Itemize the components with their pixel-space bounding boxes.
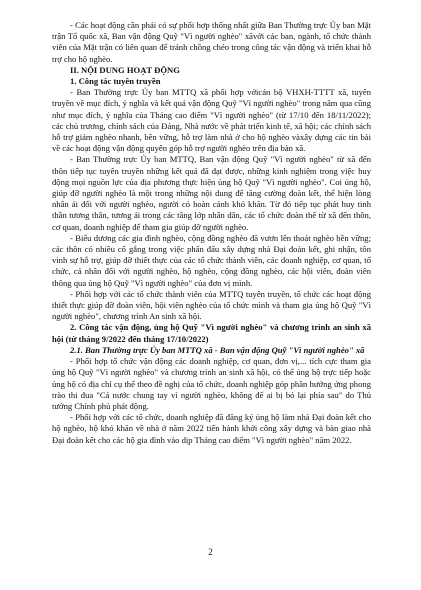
heading-section-ii: II. NỘI DUNG HOẠT ĐỘNG bbox=[70, 64, 180, 75]
paragraph-intro: - Các hoạt động cần phải có sự phối hợp thống nhất giữa Ban Thường trực Ủy ban Mặt trận Tổ quốc xã, Ban vận động Quỹ "Vì người nghèo" xãvới các ban, ngành, tổ chức thành viên của Mặt trận có liên quan để tránh chồng chéo trong công tác vận động và triển khai hỗ trợ cho hộ nghèo. bbox=[52, 20, 371, 64]
heading-section-2: 2. Công tác vận động, ủng hộ Quỹ "Vì người nghèo" và chương trình an sinh xã hội (từ tháng 9/2022 đến tháng 17/10/2022) bbox=[52, 322, 371, 344]
paragraph-6: - Phối hợp với các tổ chức, doanh nghiệp đã đăng ký ủng hộ làm nhà Đại đoàn kết cho hộ nghèo, hộ khó khăn về nhà ở năm 2022 tiến hành khởi công xây dựng và bàn giao nhà Đại đoàn kết cho các hộ gia đình vào dịp Tháng cao điểm "Vì người nghèo" năm 2022. bbox=[52, 412, 371, 445]
page-number: 2 bbox=[208, 547, 213, 557]
paragraph-3: - Biểu dương các gia đình nghèo, cộng đồng nghèo đã vươn lên thoát nghèo bền vững; các thôn có nhiều cố gắng trong việc phấn đấu xây dựng nhà Đại đoàn kết, ghi nhận, tôn vinh sự hỗ trợ, giúp đỡ thiết thực của các tổ chức thành viên, các doanh nghiệp, cơ quan, tổ chức, cá nhân đối với người nghèo, hộ nghèo, cộng đồng nghèo, các hội viên, đoàn viên thông qua ủng hộ Quỹ "Vì người nghèo" của đơn vị mình. bbox=[52, 232, 371, 288]
paragraph-2: - Ban Thường trực Ủy ban MTTQ, Ban vận động Quỹ "Vì người nghèo" từ xã đến thôn tiếp tục tuyên truyền những kết quả đã đạt được, những kinh nghiệm trong việc huy động mọi nguồn lực của địa phương thực hiện ủng hộ Quỹ "Vì người nghèo". Coi ủng hộ, giúp đỡ người nghèo là một trong những nội dung để tăng cường đoàn kết, thể hiện lòng nhân ái đối với người nghèo, người có hoàn cảnh khó khăn. Từ đó tiếp tục phát huy tinh thần tương thân, tương ái trong các tầng lớp nhân dân, các tổ chức đoàn thể từ xã đến thôn, cơ quan, doanh nghiệp để tham gia giúp đỡ người nghèo. bbox=[52, 154, 371, 232]
paragraph-5: - Phối hợp tổ chức vận động các doanh nghiệp, cơ quan, đơn vị,... tích cực tham gia ủng hộ Quỹ "Vì người nghèo" và chương trình an sinh xã hội, có thể ủng hộ trực tiếp hoặc ủng hộ có địa chỉ cụ thể theo đề nghị của tổ chức, doanh nghiệp góp phần hướng ứng phong trào thi đua "Cả nước chung tay vì người nghèo, không để ai bị bỏ lại phía sau" do Thủ tướng Chính phủ phát động. bbox=[52, 356, 371, 411]
paragraph-4: - Phối hợp với các tổ chức thành viên của MTTQ tuyên truyền, tổ chức các hoạt động thiết thực giúp đỡ đoàn viên, hội viên nghèo của tổ chức mình và tham gia ủng hộ Quỹ "Vì người nghèo", chương trình An sinh xã hội. bbox=[52, 288, 371, 322]
heading-section-1: 1. Công tác tuyên truyền bbox=[70, 76, 161, 87]
paragraph-1: - Ban Thường trực Ủy ban MTTQ xã phối hợp vớicán bộ VHXH-TTTT xã, tuyên truyền về mục đích, ý nghĩa và kết quả vận động Quỹ "Vì người nghèo" trong năm qua cũng như mục đích, ý nghĩa của Tháng cao điểm "Vì người nghèo" (từ 17/10 đến 18/11/2022); các chủ trương, chính sách của Đảng, Nhà nước về phát triển kinh tế, xã hội; các chính sách hỗ trợ giảm nghèo nhanh, bền vững, hỗ trợ làm nhà ở cho hộ nghèo vàxây dựng các tin bài về các hoạt động vận động quyên góp hỗ trợ người nghèo trên địa bàn xã. bbox=[52, 87, 371, 154]
heading-section-2-1: 2.1. Ban Thường trực Ủy ban MTTQ xã - Ban vận động Quỹ "Vì người nghèo" xã bbox=[70, 344, 365, 355]
